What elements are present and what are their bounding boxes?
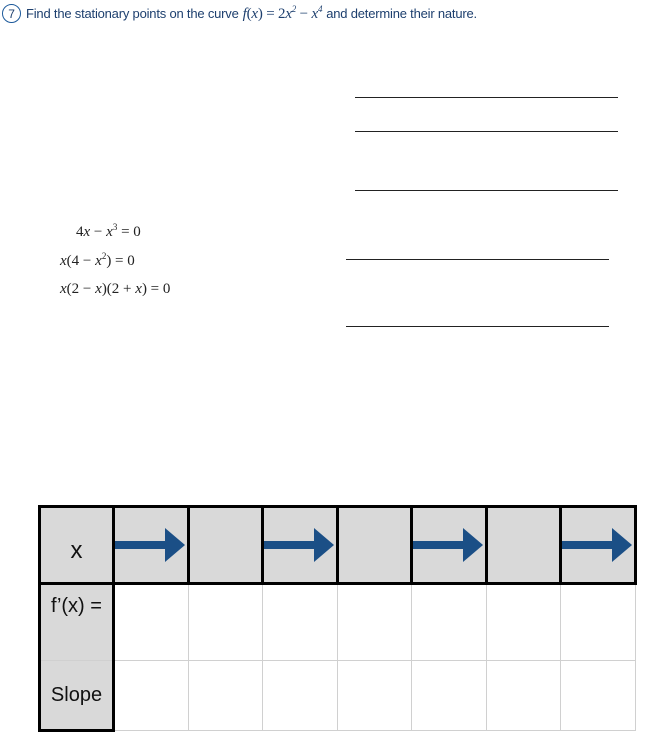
x-cell[interactable] xyxy=(487,507,561,584)
slope-cell[interactable] xyxy=(263,661,338,731)
working-line-3: x(2 − x)(2 + x) = 0 xyxy=(60,281,171,297)
derivative-cell[interactable] xyxy=(114,584,189,661)
slope-cell[interactable] xyxy=(338,661,412,731)
x-cell[interactable] xyxy=(338,507,412,584)
answer-line[interactable] xyxy=(346,326,609,327)
row-label-x: x xyxy=(40,507,114,584)
question-function: $f(x) = 2x^2 - x^4$ xyxy=(242,4,323,22)
derivative-cell[interactable] xyxy=(412,584,487,661)
answer-line[interactable] xyxy=(355,97,618,98)
derivative-cell[interactable] xyxy=(487,584,561,661)
right-arrow-icon xyxy=(562,526,634,564)
question-header xyxy=(2,4,477,23)
row-label-slope: Slope xyxy=(40,661,114,731)
working-line-1: $4x - x^3 = 0$ xyxy=(76,222,141,240)
derivative-cell[interactable] xyxy=(263,584,338,661)
right-arrow-icon xyxy=(413,526,485,564)
derivative-cell[interactable] xyxy=(338,584,412,661)
x-cell[interactable] xyxy=(189,507,263,584)
slope-cell[interactable] xyxy=(487,661,561,731)
nature-table xyxy=(38,505,637,732)
question-number: 7 xyxy=(2,4,21,23)
right-arrow-icon xyxy=(115,526,187,564)
table-row-derivative xyxy=(40,584,636,661)
slope-cell[interactable] xyxy=(412,661,487,731)
answer-line[interactable] xyxy=(355,131,618,132)
x-cell-arrow[interactable] xyxy=(412,507,487,584)
x-cell-arrow[interactable] xyxy=(561,507,636,584)
derivative-cell[interactable] xyxy=(561,584,636,661)
answer-line[interactable] xyxy=(355,190,618,191)
question-prefix: Find the stationary points on the curve xyxy=(26,6,239,21)
derivative-cell[interactable] xyxy=(189,584,263,661)
slope-cell[interactable] xyxy=(561,661,636,731)
working-line-2: $x(4 - x^2) = 0$ xyxy=(60,251,135,269)
slope-cell[interactable] xyxy=(189,661,263,731)
x-cell-arrow[interactable] xyxy=(114,507,189,584)
table-row-slope xyxy=(40,661,636,731)
answer-line[interactable] xyxy=(346,259,609,260)
x-cell-arrow[interactable] xyxy=(263,507,338,584)
row-label-derivative: f’(x) = xyxy=(40,584,114,661)
right-arrow-icon xyxy=(264,526,336,564)
table-row-x xyxy=(40,507,636,584)
question-suffix: and determine their nature. xyxy=(326,6,477,21)
slope-cell[interactable] xyxy=(114,661,189,731)
